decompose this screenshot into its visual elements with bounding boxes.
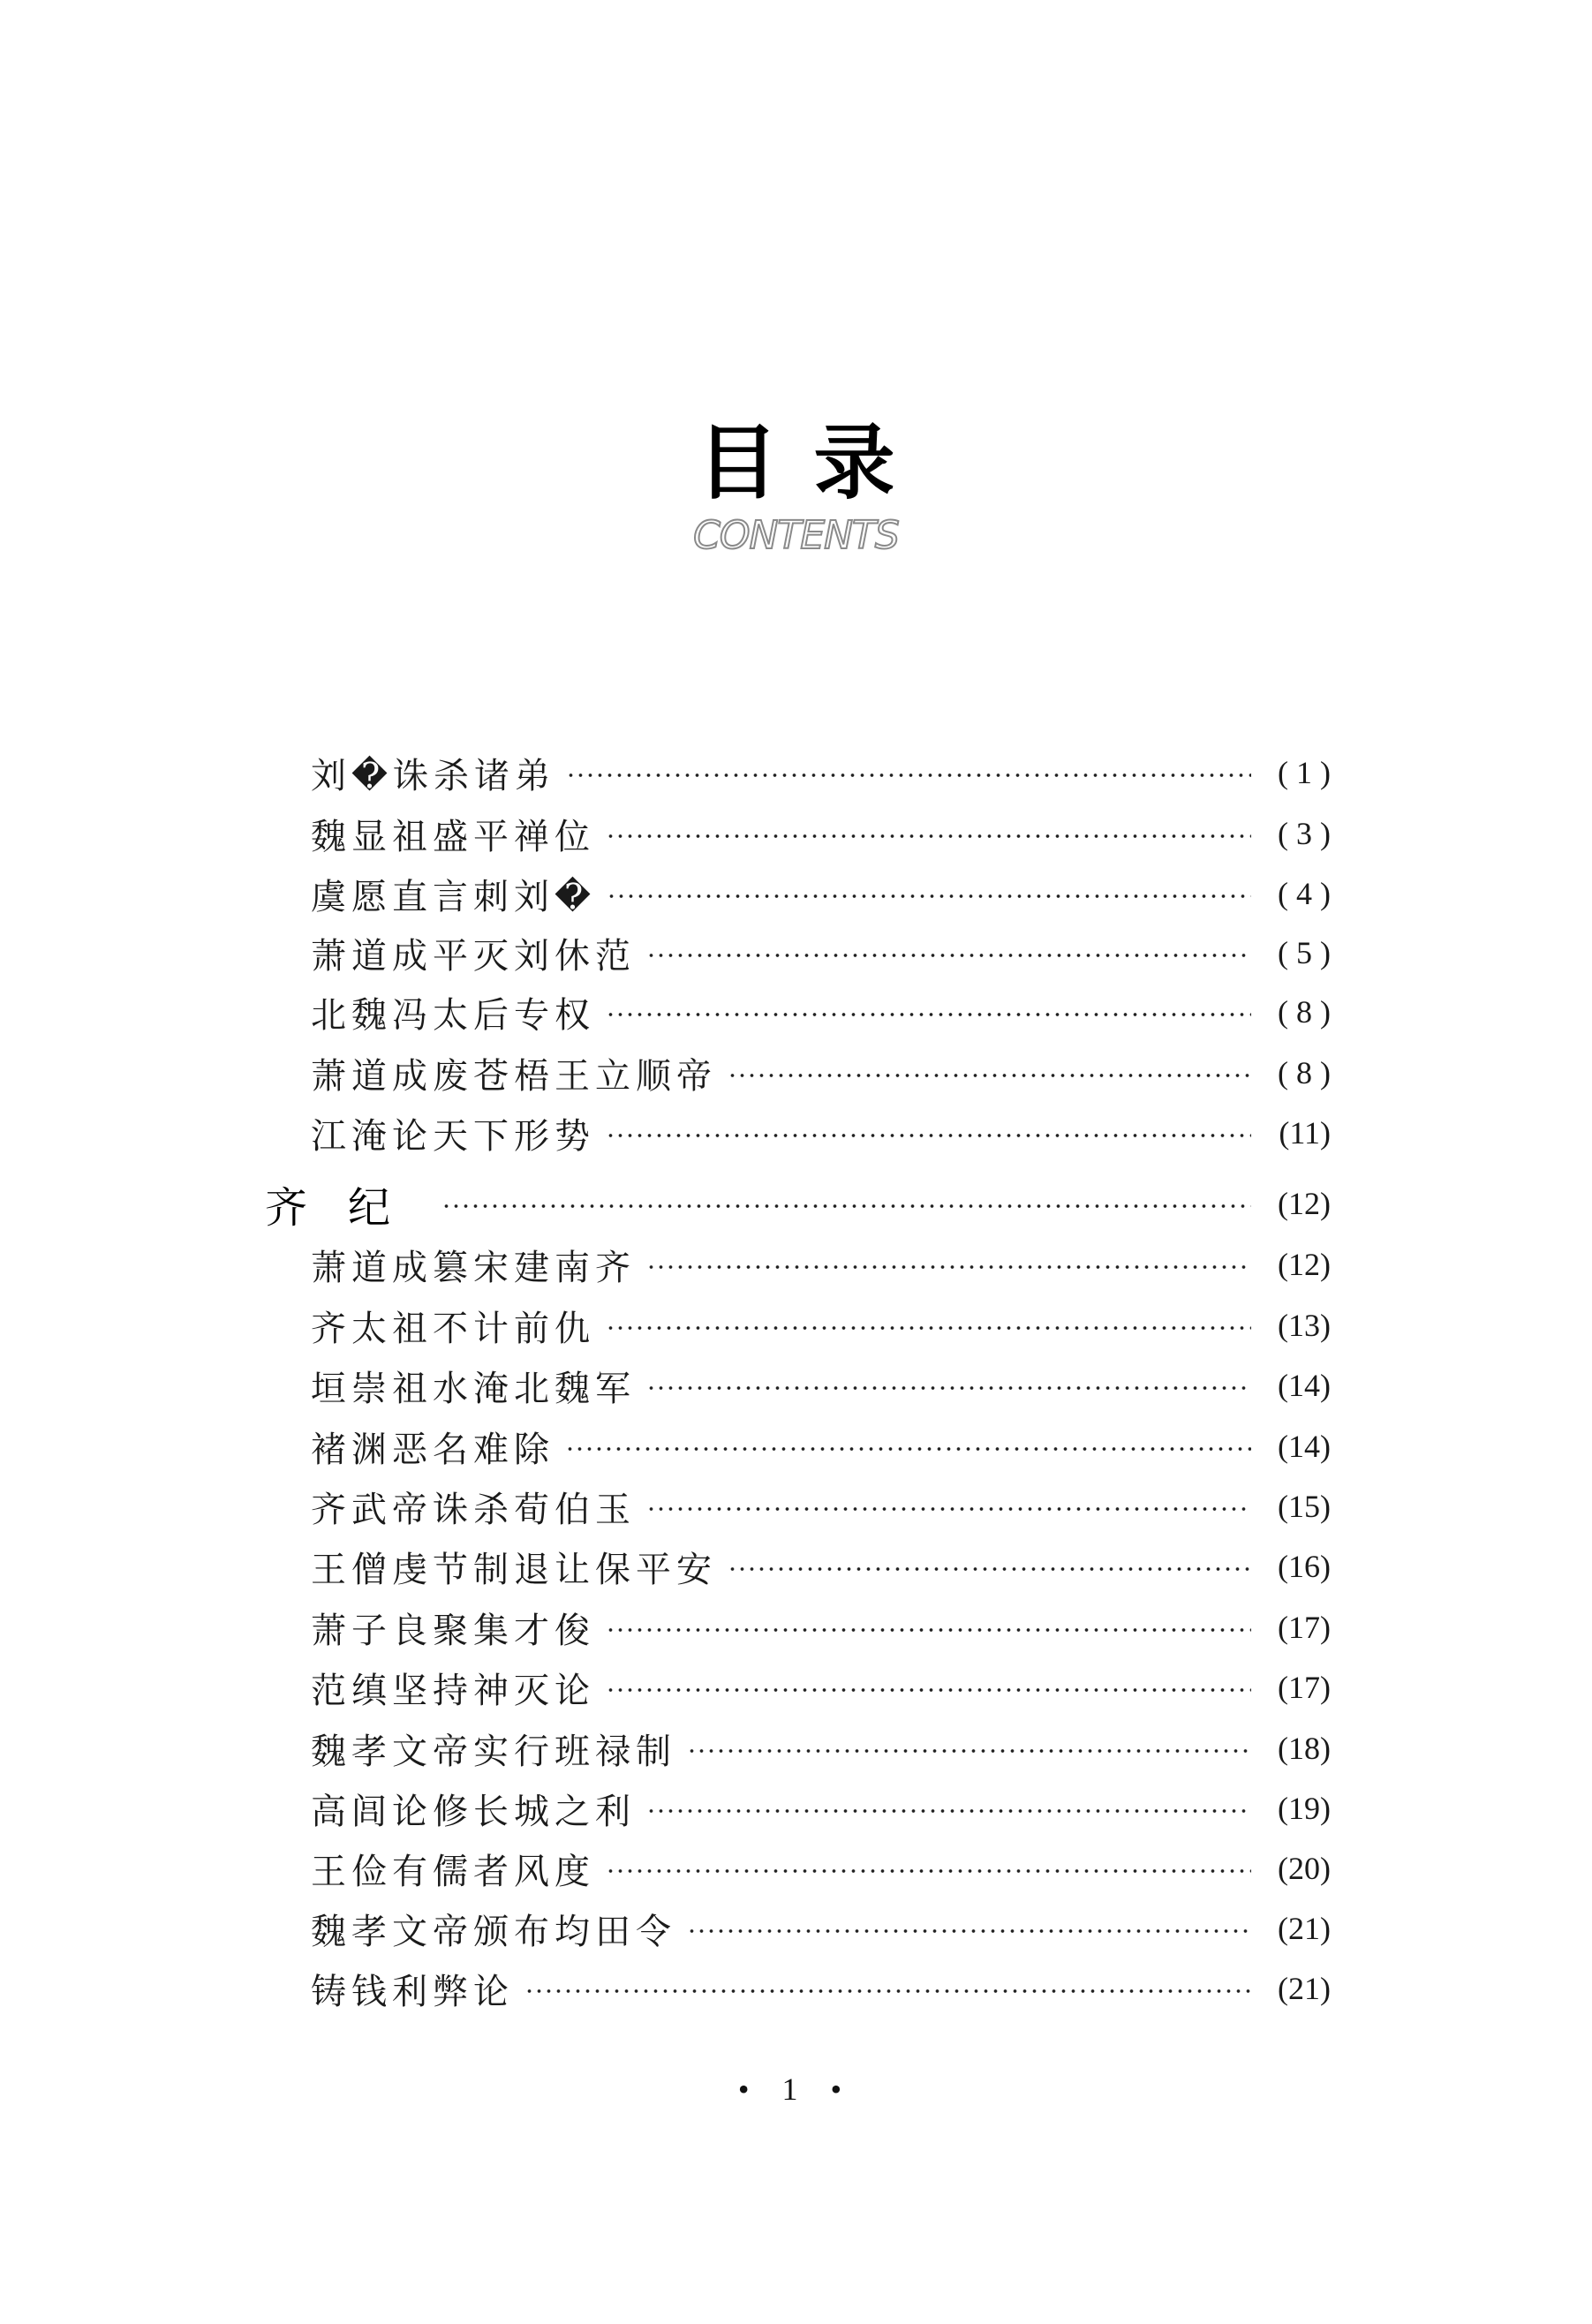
toc-entry-page: (14) [1278,1368,1331,1403]
dot-leader [606,994,1251,1030]
toc-entry-title: 王僧虔节制退让保平安 [311,1549,717,1590]
toc-entry-title: 铸钱利弊论 [311,1971,514,2012]
toc-entry-page: ( 8 ) [1278,994,1331,1030]
toc-entry-title: 魏孝文帝颁布均田令 [311,1911,676,1952]
toc-entry-title: 范缜坚持神灭论 [311,1670,595,1711]
toc-entry[interactable] [311,1601,1331,1654]
toc-entry-title: 高闾论修长城之利 [311,1791,636,1832]
toc-entry-page: (18) [1278,1731,1331,1766]
toc-entry-page: (20) [1278,1851,1331,1886]
toc-entry-page: ( 4 ) [1278,876,1331,911]
dot-leader [728,1055,1251,1090]
toc-entry-page: (16) [1278,1549,1331,1584]
toc-entry-page: ( 8 ) [1278,1055,1331,1090]
toc-entry-title: 齐太祖不计前仇 [311,1308,595,1349]
dot-leader [607,876,1251,911]
toc-entry-page: (19) [1278,1791,1331,1826]
toc-entry-title: 萧子良聚集才俊 [311,1610,595,1651]
toc-entry[interactable] [311,1046,1331,1099]
dot-leader [566,755,1251,790]
toc-entry-page: ( 3 ) [1278,816,1331,851]
toc-entry[interactable] [311,867,1331,920]
toc-entry-title: 江淹论天下形势 [311,1115,595,1157]
toc-entry-title: 萧道成平灭刘休范 [311,935,636,977]
toc-entry[interactable] [311,1238,1331,1291]
toc-entry[interactable] [311,1420,1331,1473]
toc-entry-page: (12) [1278,1186,1331,1221]
toc-entry-title: 虞愿直言刺刘� [311,876,597,917]
toc-entry[interactable] [311,1722,1331,1775]
dot-leader [646,935,1251,970]
toc-entry-title: 褚渊恶名难除 [311,1429,555,1470]
toc-entry-title: 齐武帝诛杀荀伯玉 [311,1489,636,1530]
dot-leader [606,816,1251,851]
toc-entry[interactable] [311,1106,1331,1159]
dot-leader [728,1549,1251,1584]
toc-entry[interactable] [311,807,1331,860]
toc-entry-page: (14) [1278,1429,1331,1464]
dot-leader [565,1429,1251,1464]
dot-leader [687,1911,1251,1946]
dot-leader [606,1670,1251,1705]
toc-entry-title: 王俭有儒者风度 [311,1851,595,1892]
toc-entry-page: (12) [1278,1247,1331,1282]
toc-entry[interactable] [311,1902,1331,1955]
toc-entry-page: (21) [1278,1971,1331,2006]
page-title: 目录 [697,416,931,510]
toc-entry[interactable] [311,1842,1331,1895]
toc-entry[interactable] [311,1962,1331,2015]
toc-entry-title: 北魏冯太后专权 [311,994,595,1036]
toc-entry-page: (17) [1278,1610,1331,1645]
toc-entry-page: (11) [1279,1115,1331,1151]
toc-entry[interactable] [311,1782,1331,1835]
toc-entry[interactable] [311,1540,1331,1593]
toc-entry-title: 萧道成篡宋建南齐 [311,1247,636,1288]
dot-leader [606,1115,1251,1151]
toc-entry-page: (21) [1278,1911,1331,1946]
dot-leader [646,1791,1251,1826]
toc-entry[interactable] [311,926,1331,979]
toc-entry-page: ( 1 ) [1278,755,1331,790]
toc-entry-title: 魏孝文帝实行班禄制 [311,1731,676,1772]
toc-entry[interactable] [311,1661,1331,1714]
dot-leader [606,1851,1251,1886]
dot-leader [441,1186,1251,1221]
toc-entry-page: (13) [1278,1308,1331,1343]
toc-entry-title: 萧道成废苍梧王立顺帝 [311,1055,717,1097]
page-subtitle: CONTENTS [693,513,899,558]
toc-entry[interactable] [311,1299,1331,1352]
dot-leader [646,1489,1251,1524]
dot-leader [646,1247,1251,1282]
dot-leader [687,1731,1251,1766]
toc-entry-page: ( 5 ) [1278,935,1331,970]
toc-entry-title: 垣崇祖水淹北魏军 [311,1368,636,1409]
toc-entry-title: 刘�诛杀诸弟 [311,755,556,796]
toc-entry-page: (17) [1278,1670,1331,1705]
toc-entry[interactable] [311,1480,1331,1533]
page-number: • 1 • [737,2071,855,2107]
toc-entry-page: (15) [1278,1489,1331,1524]
toc-entry[interactable] [311,746,1331,799]
toc-section-heading[interactable] [265,1177,1331,1233]
dot-leader [606,1610,1251,1645]
toc-entry-title: 魏显祖盛平禅位 [311,816,595,857]
toc-entry-title: 齐纪 [265,1182,432,1233]
dot-leader [606,1308,1251,1343]
dot-leader [646,1368,1251,1403]
dot-leader [524,1971,1251,2006]
title-block [0,415,1592,558]
toc-entry[interactable] [311,985,1331,1038]
toc-entry[interactable] [311,1359,1331,1412]
